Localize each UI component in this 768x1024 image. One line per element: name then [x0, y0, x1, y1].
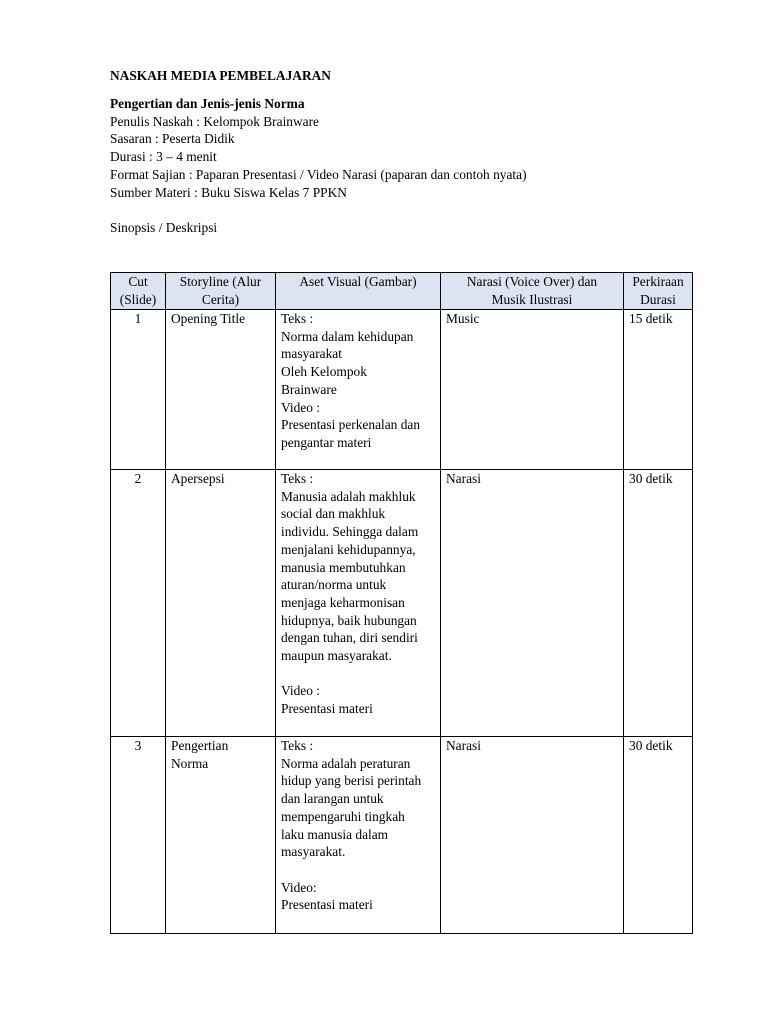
cell-line: aturan/norma untuk: [281, 577, 387, 593]
document-meta: [110, 95, 527, 201]
cell-line: Presentasi materi: [281, 701, 373, 717]
cell-storyline: [166, 310, 276, 470]
cell-line: Teks :: [281, 738, 314, 753]
cell-line: Brainware: [281, 381, 337, 397]
header-narration-line: Musik Ilustrasi: [491, 291, 573, 307]
script-table: [110, 272, 693, 934]
cell-line: Norma dalam kehidupan: [281, 328, 414, 344]
cell-line: Presentasi perkenalan dan: [281, 417, 421, 433]
cell-line: individu. Sehingga dalam: [281, 524, 419, 540]
header-duration-line: Durasi: [640, 291, 676, 307]
cell-narration: Narasi: [441, 737, 624, 934]
meta-source: Sumber Materi : Buku Siswa Kelas 7 PPKN: [110, 184, 347, 200]
header-narration: [441, 273, 624, 310]
cell-line: laku manusia dalam: [281, 826, 389, 842]
cell-line: Teks :: [281, 471, 314, 486]
table-row: [111, 737, 693, 934]
cell-line: mempengaruhi tingkah: [281, 808, 405, 824]
cell-line: Video :: [281, 683, 320, 699]
synopsis-label: Sinopsis / Deskripsi: [110, 220, 218, 235]
table-row: [111, 470, 693, 737]
header-duration-line: Perkiraan: [632, 274, 684, 289]
cell-line: Norma: [171, 755, 209, 771]
meta-author: Penulis Naskah : Kelompok Brainware: [110, 113, 319, 129]
cell-line: [281, 861, 435, 879]
header-visual: [276, 273, 441, 310]
table-row: [111, 310, 693, 470]
cell-storyline: [166, 470, 276, 737]
header-cut-line: (Slide): [119, 291, 157, 307]
meta-duration: Durasi : 3 – 4 menit: [110, 149, 217, 165]
cell-storyline: [166, 737, 276, 934]
cell-line: Pengertian: [171, 738, 229, 753]
header-storyline-line: Storyline (Alur: [179, 274, 262, 289]
cell-visual: [276, 310, 441, 470]
table-header-row: [111, 273, 693, 310]
cell-line: menjaga keharmonisan: [281, 594, 405, 610]
cell-line: masyarakat.: [281, 844, 346, 860]
cell-duration: 15 detik: [624, 310, 693, 470]
cell-narration: Music: [441, 310, 624, 470]
header-narration-line: Narasi (Voice Over) dan: [466, 274, 598, 289]
meta-target: Sasaran : Peserta Didik: [110, 131, 235, 147]
cell-narration: Narasi: [441, 470, 624, 737]
cell-line: dengan tuhan, diri sendiri: [281, 630, 418, 646]
cell-line: pengantar materi: [281, 434, 372, 450]
header-cut-line: Cut: [128, 274, 148, 289]
cell-line: manusia membutuhkan: [281, 559, 406, 575]
cell-line: Video :: [281, 399, 320, 415]
cell-cut: 2: [111, 470, 166, 737]
cell-line: Opening Title: [171, 311, 246, 326]
header-storyline: [166, 273, 276, 310]
cell-cut: 1: [111, 310, 166, 470]
cell-line: hidupnya, baik hubungan: [281, 612, 417, 628]
cell-line: menjalani kehidupannya,: [281, 541, 416, 557]
header-cut: [111, 273, 166, 310]
cell-line: Teks :: [281, 311, 314, 326]
document-title: NASKAH MEDIA PEMBELAJARAN: [110, 68, 331, 83]
cell-cut: 3: [111, 737, 166, 934]
header-visual-line: Aset Visual (Gambar): [299, 274, 417, 289]
document-subtitle: Pengertian dan Jenis-jenis Norma: [110, 96, 305, 111]
cell-line: Norma adalah peraturan: [281, 755, 411, 771]
cell-line: social dan makhluk: [281, 506, 386, 522]
meta-format: Format Sajian : Paparan Presentasi / Video Narasi (paparan dan contoh nyata): [110, 166, 527, 182]
cell-line: dan larangan untuk: [281, 791, 384, 807]
cell-duration: 30 detik: [624, 737, 693, 934]
cell-line: maupun masyarakat.: [281, 648, 392, 664]
cell-visual: [276, 470, 441, 737]
cell-line: Oleh Kelompok: [281, 364, 367, 380]
header-storyline-line: Cerita): [201, 291, 240, 307]
cell-line: Presentasi materi: [281, 897, 373, 913]
cell-line: hidup yang berisi perintah: [281, 773, 422, 789]
cell-duration: 30 detik: [624, 470, 693, 737]
cell-visual: [276, 737, 441, 934]
cell-line: Apersepsi: [171, 471, 225, 486]
cell-line: Video:: [281, 879, 317, 895]
header-duration: [624, 273, 693, 310]
cell-line: Manusia adalah makhluk: [281, 488, 416, 504]
cell-line: masyarakat: [281, 346, 342, 362]
cell-line: [281, 665, 435, 683]
